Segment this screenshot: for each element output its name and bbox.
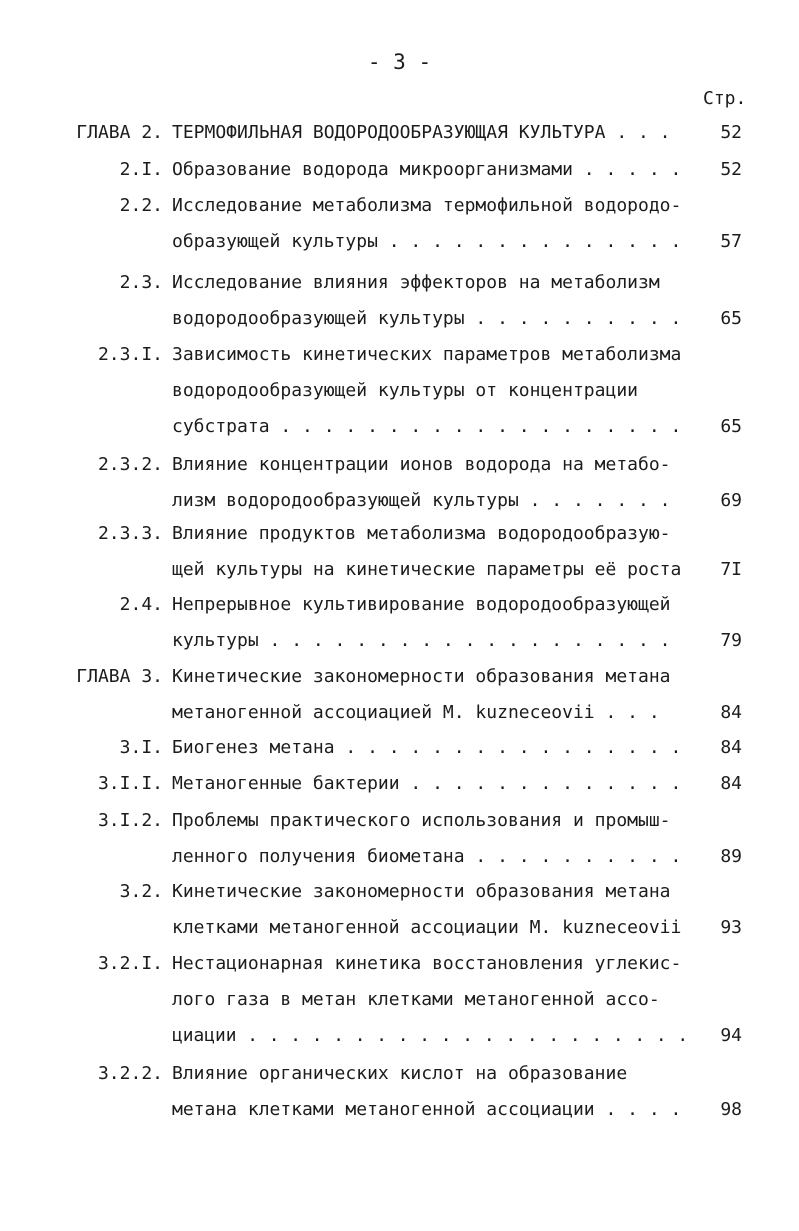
toc-entry-text: метана клетками метаногенной ассоциации . . . . — [172, 1099, 682, 1120]
toc-entry-text: щей культуры на кинетические параметры её роста — [172, 559, 682, 580]
toc-entry-text: лизм водородообразующей культуры . . . . . . . — [172, 490, 671, 511]
toc-entry-page: 65 — [720, 416, 742, 437]
toc-entry-text: ТЕРМОФИЛЬНАЯ ВОДОРОДООБРАЗУЮЩАЯ КУЛЬТУРА . . . — [172, 122, 671, 143]
toc-entry-page: 84 — [720, 773, 742, 794]
toc-entry-number: 3.I.2. — [97, 810, 163, 831]
toc-entry-text: Нестационарная кинетика восстановления углекис- — [172, 953, 682, 974]
toc-entry-text: Проблемы практического использования и промыш- — [172, 810, 671, 831]
toc-entry-page: 79 — [720, 630, 742, 651]
toc-entry-page: 94 — [720, 1025, 742, 1046]
toc-entry-page: 89 — [720, 846, 742, 867]
toc-entry-number: ГЛАВА 2. — [76, 122, 163, 143]
toc-entry-page: 98 — [720, 1099, 742, 1120]
toc-entry-number: ГЛАВА 3. — [76, 666, 163, 687]
toc-entry-text: Кинетические закономерности образования метана — [172, 666, 671, 687]
toc-entry-page: 84 — [720, 737, 742, 758]
toc-entry-text: Влияние органических кислот на образование — [172, 1063, 628, 1084]
toc-entry-text: Исследование влияния эффекторов на метаболизм — [172, 272, 660, 293]
toc-entry-text: лого газа в метан клетками метаногенной ассо- — [172, 989, 660, 1010]
toc-entry-text: метаногенной ассоциацией M. kuzneceovii . . . — [172, 702, 660, 723]
toc-entry-text: клетками метаногенной ассоциации M. kuzneceovii — [172, 917, 682, 938]
toc-entry-page: 69 — [720, 490, 742, 511]
toc-entry-text: Непрерывное культивирование водородообразующей — [172, 594, 671, 615]
toc-entry-text: Влияние концентрации ионов водорода на метабо- — [172, 454, 671, 475]
toc-entry-text: Образование водорода микроорганизмами . . . . . — [172, 159, 682, 180]
toc-entry-number: 3.2. — [119, 881, 163, 902]
toc-entry-text: образующей культуры . . . . . . . . . . . . . . — [172, 231, 682, 252]
toc-entry-page: 7I — [720, 559, 742, 580]
page-column-label: Стр. — [703, 88, 747, 109]
toc-entry-text: субстрата . . . . . . . . . . . . . . . . . . . — [172, 416, 682, 437]
toc-entry-text: Зависимость кинетических параметров метаболизма — [172, 344, 682, 365]
toc-entry-number: 3.I.I. — [97, 773, 163, 794]
toc-entry-number: 3.2.I. — [97, 953, 163, 974]
toc-entry-number: 3.I. — [119, 737, 163, 758]
toc-entry-page: 93 — [720, 917, 742, 938]
toc-entry-text: Влияние продуктов метаболизма водородообразую- — [172, 523, 671, 544]
toc-entry-text: Метаногенные бактерии . . . . . . . . . . . . . — [172, 773, 682, 794]
toc-entry-number: 2.3.2. — [97, 454, 163, 475]
toc-entry-text: циации . . . . . . . . . . . . . . . . . . . . . — [172, 1025, 688, 1046]
toc-entry-number: 2.4. — [119, 594, 163, 615]
toc-entry-page: 84 — [720, 702, 742, 723]
toc-entry-number: 3.2.2. — [97, 1063, 163, 1084]
page-number: - 3 - — [367, 50, 432, 74]
toc-entry-number: 2.2. — [119, 195, 163, 216]
toc-entry-number: 2.3.3. — [97, 523, 163, 544]
toc-entry-page: 52 — [720, 159, 742, 180]
toc-entry-number: 2.I. — [119, 159, 163, 180]
toc-entry-text: Биогенез метана . . . . . . . . . . . . . . . . — [172, 737, 682, 758]
toc-entry-text: культуры . . . . . . . . . . . . . . . . . . . — [172, 630, 671, 651]
toc-entry-text: ленного получения биометана . . . . . . . . . . — [172, 846, 682, 867]
toc-entry-text: Кинетические закономерности образования метана — [172, 881, 671, 902]
toc-entry-text: водородообразующей культуры от концентрации — [172, 380, 638, 401]
toc-entry-page: 57 — [720, 231, 742, 252]
toc-entry-number: 2.3. — [119, 272, 163, 293]
toc-entry-number: 2.3.I. — [97, 344, 163, 365]
toc-entry-text: водородообразующей культуры . . . . . . . . . . — [172, 308, 682, 329]
toc-entry-text: Исследование метаболизма термофильной водородо- — [172, 195, 682, 216]
toc-entry-page: 65 — [720, 308, 742, 329]
toc-entry-page: 52 — [720, 122, 742, 143]
